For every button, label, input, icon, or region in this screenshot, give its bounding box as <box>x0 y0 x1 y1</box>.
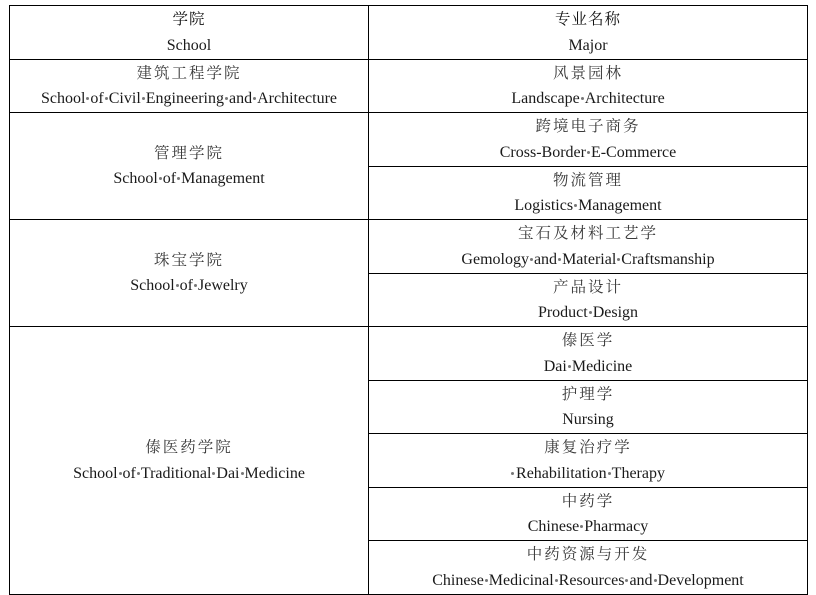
space-mark <box>119 472 122 475</box>
word: School <box>73 464 118 482</box>
major-name-en <box>369 461 807 487</box>
word: Medicine <box>571 357 633 375</box>
major-name-en <box>369 247 807 273</box>
space-mark <box>137 472 140 475</box>
school-cell-jewelry <box>10 220 369 327</box>
major-name-en <box>369 86 807 112</box>
word: Architecture <box>257 90 338 107</box>
school-name-en <box>10 273 368 299</box>
space-mark <box>587 151 590 154</box>
table-row <box>10 327 808 381</box>
space-mark <box>159 177 162 180</box>
major-cell <box>369 220 808 274</box>
word: of <box>90 90 104 107</box>
space-mark <box>142 97 145 100</box>
word: Gemology <box>461 250 529 268</box>
header-school-zh: 学院 <box>172 10 206 28</box>
space-mark <box>212 472 215 475</box>
space-mark <box>617 258 620 261</box>
major-name-zh: 傣医学 <box>561 331 615 349</box>
word: Development <box>657 571 744 589</box>
space-mark <box>574 204 577 207</box>
table-row <box>10 113 808 167</box>
major-cell <box>369 59 808 113</box>
word: Rehabilitation <box>516 464 607 482</box>
space-mark <box>558 258 561 261</box>
word: E-Commerce <box>590 143 677 161</box>
word: School <box>130 277 175 295</box>
space-mark <box>176 284 179 287</box>
word: Dai <box>543 357 567 375</box>
school-cell-management <box>10 113 369 220</box>
word: and <box>228 90 253 107</box>
major-name-zh: 物流管理 <box>552 170 623 189</box>
major-cell <box>369 166 808 220</box>
word: Civil <box>108 90 141 107</box>
space-mark <box>589 311 592 314</box>
word: Chinese <box>432 571 484 589</box>
major-cell <box>369 541 808 595</box>
school-cell-civil-engineering <box>10 59 369 113</box>
space-mark <box>581 97 584 100</box>
major-name-en <box>369 354 807 380</box>
word: Nursing <box>562 411 614 428</box>
major-cell <box>369 487 808 541</box>
header-school-cell <box>10 6 369 60</box>
school-name-zh: 管理学院 <box>153 143 224 162</box>
space-mark <box>555 579 558 582</box>
school-name-zh: 傣医药学院 <box>145 438 233 456</box>
space-mark <box>654 579 657 582</box>
space-mark <box>225 97 228 100</box>
space-mark <box>511 472 514 475</box>
school-name-zh: 珠宝学院 <box>153 250 224 269</box>
word: School <box>40 90 86 107</box>
school-name-en <box>10 86 368 112</box>
space-mark <box>253 97 256 100</box>
header-major-zh: 专业名称 <box>554 10 621 28</box>
major-cell <box>369 434 808 488</box>
major-name-zh: 产品设计 <box>552 277 623 296</box>
major-name-zh: 中药资源与开发 <box>526 545 650 563</box>
major-cell <box>369 113 808 167</box>
school-cell-dai-medicine <box>10 327 369 595</box>
word: of <box>179 277 193 295</box>
space-mark <box>625 579 628 582</box>
word: Engineering <box>145 90 224 107</box>
word: Landscape <box>511 90 580 107</box>
word: Therapy <box>611 464 665 482</box>
word: and <box>533 250 558 268</box>
space-mark <box>241 472 244 475</box>
major-name-en <box>369 140 807 166</box>
space-mark <box>105 97 108 100</box>
word: Traditional <box>140 464 212 482</box>
word: Resources <box>558 571 625 589</box>
major-cell <box>369 273 808 327</box>
major-name-en <box>369 407 807 433</box>
major-cell <box>369 380 808 434</box>
majors-table <box>9 5 808 595</box>
word: of <box>162 170 177 188</box>
word: Logistics <box>514 197 574 214</box>
space-mark <box>608 472 611 475</box>
word: Jewelry <box>198 277 248 295</box>
word: Chinese <box>527 518 580 535</box>
header-major-en: Major <box>568 36 608 54</box>
space-mark <box>580 525 583 528</box>
table-row <box>10 59 808 113</box>
word: Architecture <box>584 90 665 107</box>
word: Design <box>592 304 639 321</box>
word: Cross-Border <box>499 143 586 161</box>
major-name-zh: 中药学 <box>561 491 615 510</box>
table-row <box>10 220 808 274</box>
school-name-zh: 建筑工程学院 <box>136 63 242 82</box>
school-name-en <box>10 461 368 487</box>
word: Product <box>537 304 588 321</box>
space-mark <box>194 284 197 287</box>
space-mark <box>86 97 89 100</box>
word: and <box>629 571 653 589</box>
word: Medicine <box>244 464 305 482</box>
word: Management <box>181 170 265 188</box>
school-name-en <box>10 166 368 192</box>
header-major-cell <box>369 6 808 60</box>
major-name-zh: 风景园林 <box>552 63 623 82</box>
major-name-en <box>369 300 807 326</box>
space-mark <box>485 579 488 582</box>
major-name-en <box>369 193 807 219</box>
word: Medicinal <box>488 571 554 589</box>
major-name-en <box>369 568 807 594</box>
header-school-en: School <box>166 36 212 54</box>
space-mark <box>530 258 533 261</box>
word: Management <box>578 197 662 214</box>
major-name-zh: 康复治疗学 <box>544 438 632 456</box>
header-row <box>10 6 808 60</box>
word: Material <box>562 250 617 268</box>
word: Pharmacy <box>584 518 649 535</box>
major-name-zh: 护理学 <box>561 384 615 403</box>
word: Craftsmanship <box>621 250 715 268</box>
space-mark <box>177 177 180 180</box>
word: of <box>122 464 136 482</box>
major-name-zh: 跨境电子商务 <box>535 117 641 135</box>
word: School <box>113 170 158 188</box>
word: Dai <box>216 464 240 482</box>
major-name-en <box>369 514 807 540</box>
major-name-zh: 宝石及材料工艺学 <box>517 224 658 242</box>
major-cell <box>369 327 808 381</box>
space-mark <box>568 365 571 368</box>
